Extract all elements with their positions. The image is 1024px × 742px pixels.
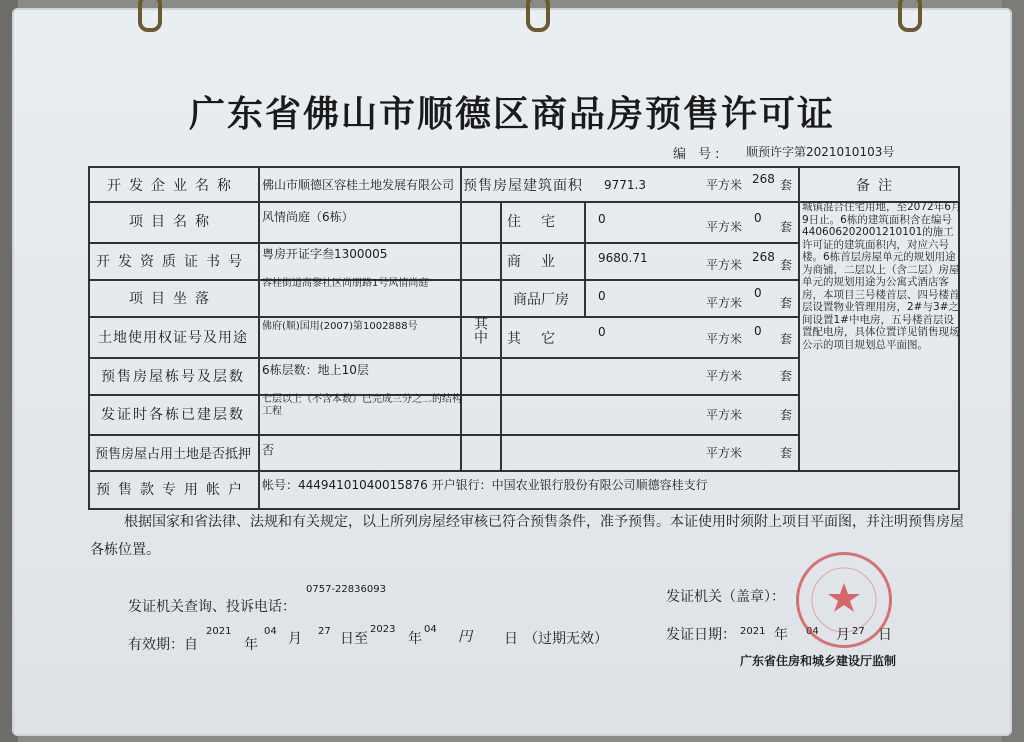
number-value: 顺预许字第2021010103号 <box>746 145 895 159</box>
among-label: 其中 <box>472 316 488 344</box>
binder-ring <box>898 0 922 32</box>
area-total-unit: 平方米 <box>706 178 743 192</box>
binder-ring <box>138 0 162 32</box>
mortgage-value: 否 <box>262 442 275 457</box>
residential-unit: 平方米 <box>706 219 743 234</box>
commercial-set-unit: 套 <box>780 257 793 272</box>
residential-label: 住宅 <box>507 214 575 230</box>
qualification-label: 开发资质证书号 <box>96 253 250 270</box>
other-area: 0 <box>598 325 606 339</box>
commercial-sets: 268 <box>752 250 775 264</box>
factory-area: 0 <box>598 289 606 303</box>
commercial-area: 9680.71 <box>598 251 648 265</box>
issue-day-char: 日 <box>878 627 892 643</box>
issue-date-label: 发证日期： <box>666 627 736 643</box>
contact-phone: 0757-22836093 <box>306 584 386 595</box>
empty-unit: 平方米 <box>706 369 743 383</box>
certificate-title: 广东省佛山市顺德区商品房预售许可证 <box>188 93 835 135</box>
issue-month-char: 月 <box>836 627 850 643</box>
validity-suffix: （过期无效） <box>524 631 608 647</box>
issue-year-char: 年 <box>774 627 788 643</box>
factory-unit: 平方米 <box>706 295 743 310</box>
area-total-sets: 268 <box>752 171 775 186</box>
supervisor-text: 广东省住房和城乡建设厅监制 <box>740 654 897 668</box>
validity-to: 日至 <box>340 631 368 647</box>
residential-sets: 0 <box>754 211 762 225</box>
validity-month-end: 04 <box>424 624 437 635</box>
binder-ring <box>526 0 550 32</box>
empty-unit: 平方米 <box>706 445 743 460</box>
factory-set-unit: 套 <box>780 295 793 310</box>
validity-day-end: 円 <box>458 629 472 645</box>
validity-year-end: 2023 <box>370 624 396 635</box>
developer-value: 佛山市顺德区容桂土地发展有限公司 <box>262 178 455 192</box>
issue-day: 27 <box>852 626 865 637</box>
remark-text: 城镇混合住宅用地，至2072年6月9日止。6栋的建筑面积含在编号440606202001210101的施工许可证的建筑面积内，对应六号楼。6栋首层房屋单元的规划用途为商铺，二层以上（含二层）房屋单元的规划用途为公寓式酒店客房，本项目三号楼首层、四号楼首层设置物业管理用房，2#与3#之间设置1#中电房，五号楼首层设置配电房，具体位置详见销售现场公示的项目规划总平面图。 <box>802 201 962 351</box>
empty-set-unit: 套 <box>780 369 793 383</box>
factory-label: 商品厂房 <box>513 292 569 308</box>
land-label: 土地使用权证号及用途 <box>98 329 248 346</box>
validity-month-start: 04 <box>264 626 277 637</box>
issuer-label: 发证机关（盖章）： <box>666 589 785 605</box>
validity-day-char: 日 <box>504 631 518 647</box>
land-value: 佛府(顺)国用(2007)第1002888号 <box>262 321 418 332</box>
area-total-set-unit: 套 <box>780 178 793 192</box>
other-set-unit: 套 <box>780 331 793 346</box>
number-label: 编 号: <box>673 147 724 162</box>
commercial-label: 商业 <box>507 253 575 270</box>
validity-year-char: 年 <box>244 637 258 653</box>
validity-year-start: 2021 <box>206 626 232 637</box>
progress-label: 发证时各栋已建层数 <box>101 407 245 423</box>
residential-set-unit: 套 <box>780 219 793 234</box>
validity-year-char-end: 年 <box>408 631 422 647</box>
contact-label: 发证机关查询、投诉电话： <box>128 599 296 615</box>
other-unit: 平方米 <box>706 331 743 346</box>
validity-prefix: 有效期：自 <box>128 637 198 653</box>
empty-unit: 平方米 <box>706 407 743 422</box>
project-label: 项目名称 <box>129 214 217 230</box>
developer-label: 开发企业名称 <box>107 177 239 194</box>
official-seal <box>796 552 892 648</box>
building-value: 6栋层数：地上10层 <box>262 362 369 377</box>
issue-year: 2021 <box>740 626 766 637</box>
factory-sets: 0 <box>754 286 762 300</box>
progress-value: 七层以上（不含本数）已完成三分之二的结构工程 <box>262 394 462 417</box>
commercial-unit: 平方米 <box>706 257 743 272</box>
mortgage-label: 预售房屋占用土地是否抵押 <box>94 446 251 462</box>
residential-area: 0 <box>598 212 606 226</box>
account-value: 帐号：44494101040015876 开户银行：中国农业银行股份有限公司顺德容桂支行 <box>262 477 708 492</box>
area-total: 9771.3 <box>604 177 646 192</box>
account-label: 预售款专用帐户 <box>96 482 250 498</box>
location-label: 项目坐落 <box>129 290 217 307</box>
location-value: 容桂街道高黎社区尚朋路1号风情尚庭 <box>262 278 429 289</box>
qualification-value: 粤房开证字叁1300005 <box>262 246 388 261</box>
validity-month-char: 月 <box>288 631 302 647</box>
issue-month: 04 <box>806 626 819 637</box>
statement-text: 根据国家和省法律、法规和有关规定，以上所列房屋经审核已符合预售条件，准予预售。本证使用时须附上项目平面图，并注明预售房屋各栋位置。 <box>90 514 964 558</box>
empty-set-unit: 套 <box>780 445 793 460</box>
area-header: 预售房屋建筑面积 <box>463 177 583 194</box>
other-label: 其它 <box>507 331 575 347</box>
building-label: 预售房屋栋号及层数 <box>101 368 245 385</box>
empty-set-unit: 套 <box>780 407 793 422</box>
project-value: 风情尚庭（6栋） <box>262 209 354 224</box>
validity-day-start: 27 <box>318 626 331 637</box>
remark-header: 备注 <box>856 177 900 194</box>
other-sets: 0 <box>754 324 762 338</box>
